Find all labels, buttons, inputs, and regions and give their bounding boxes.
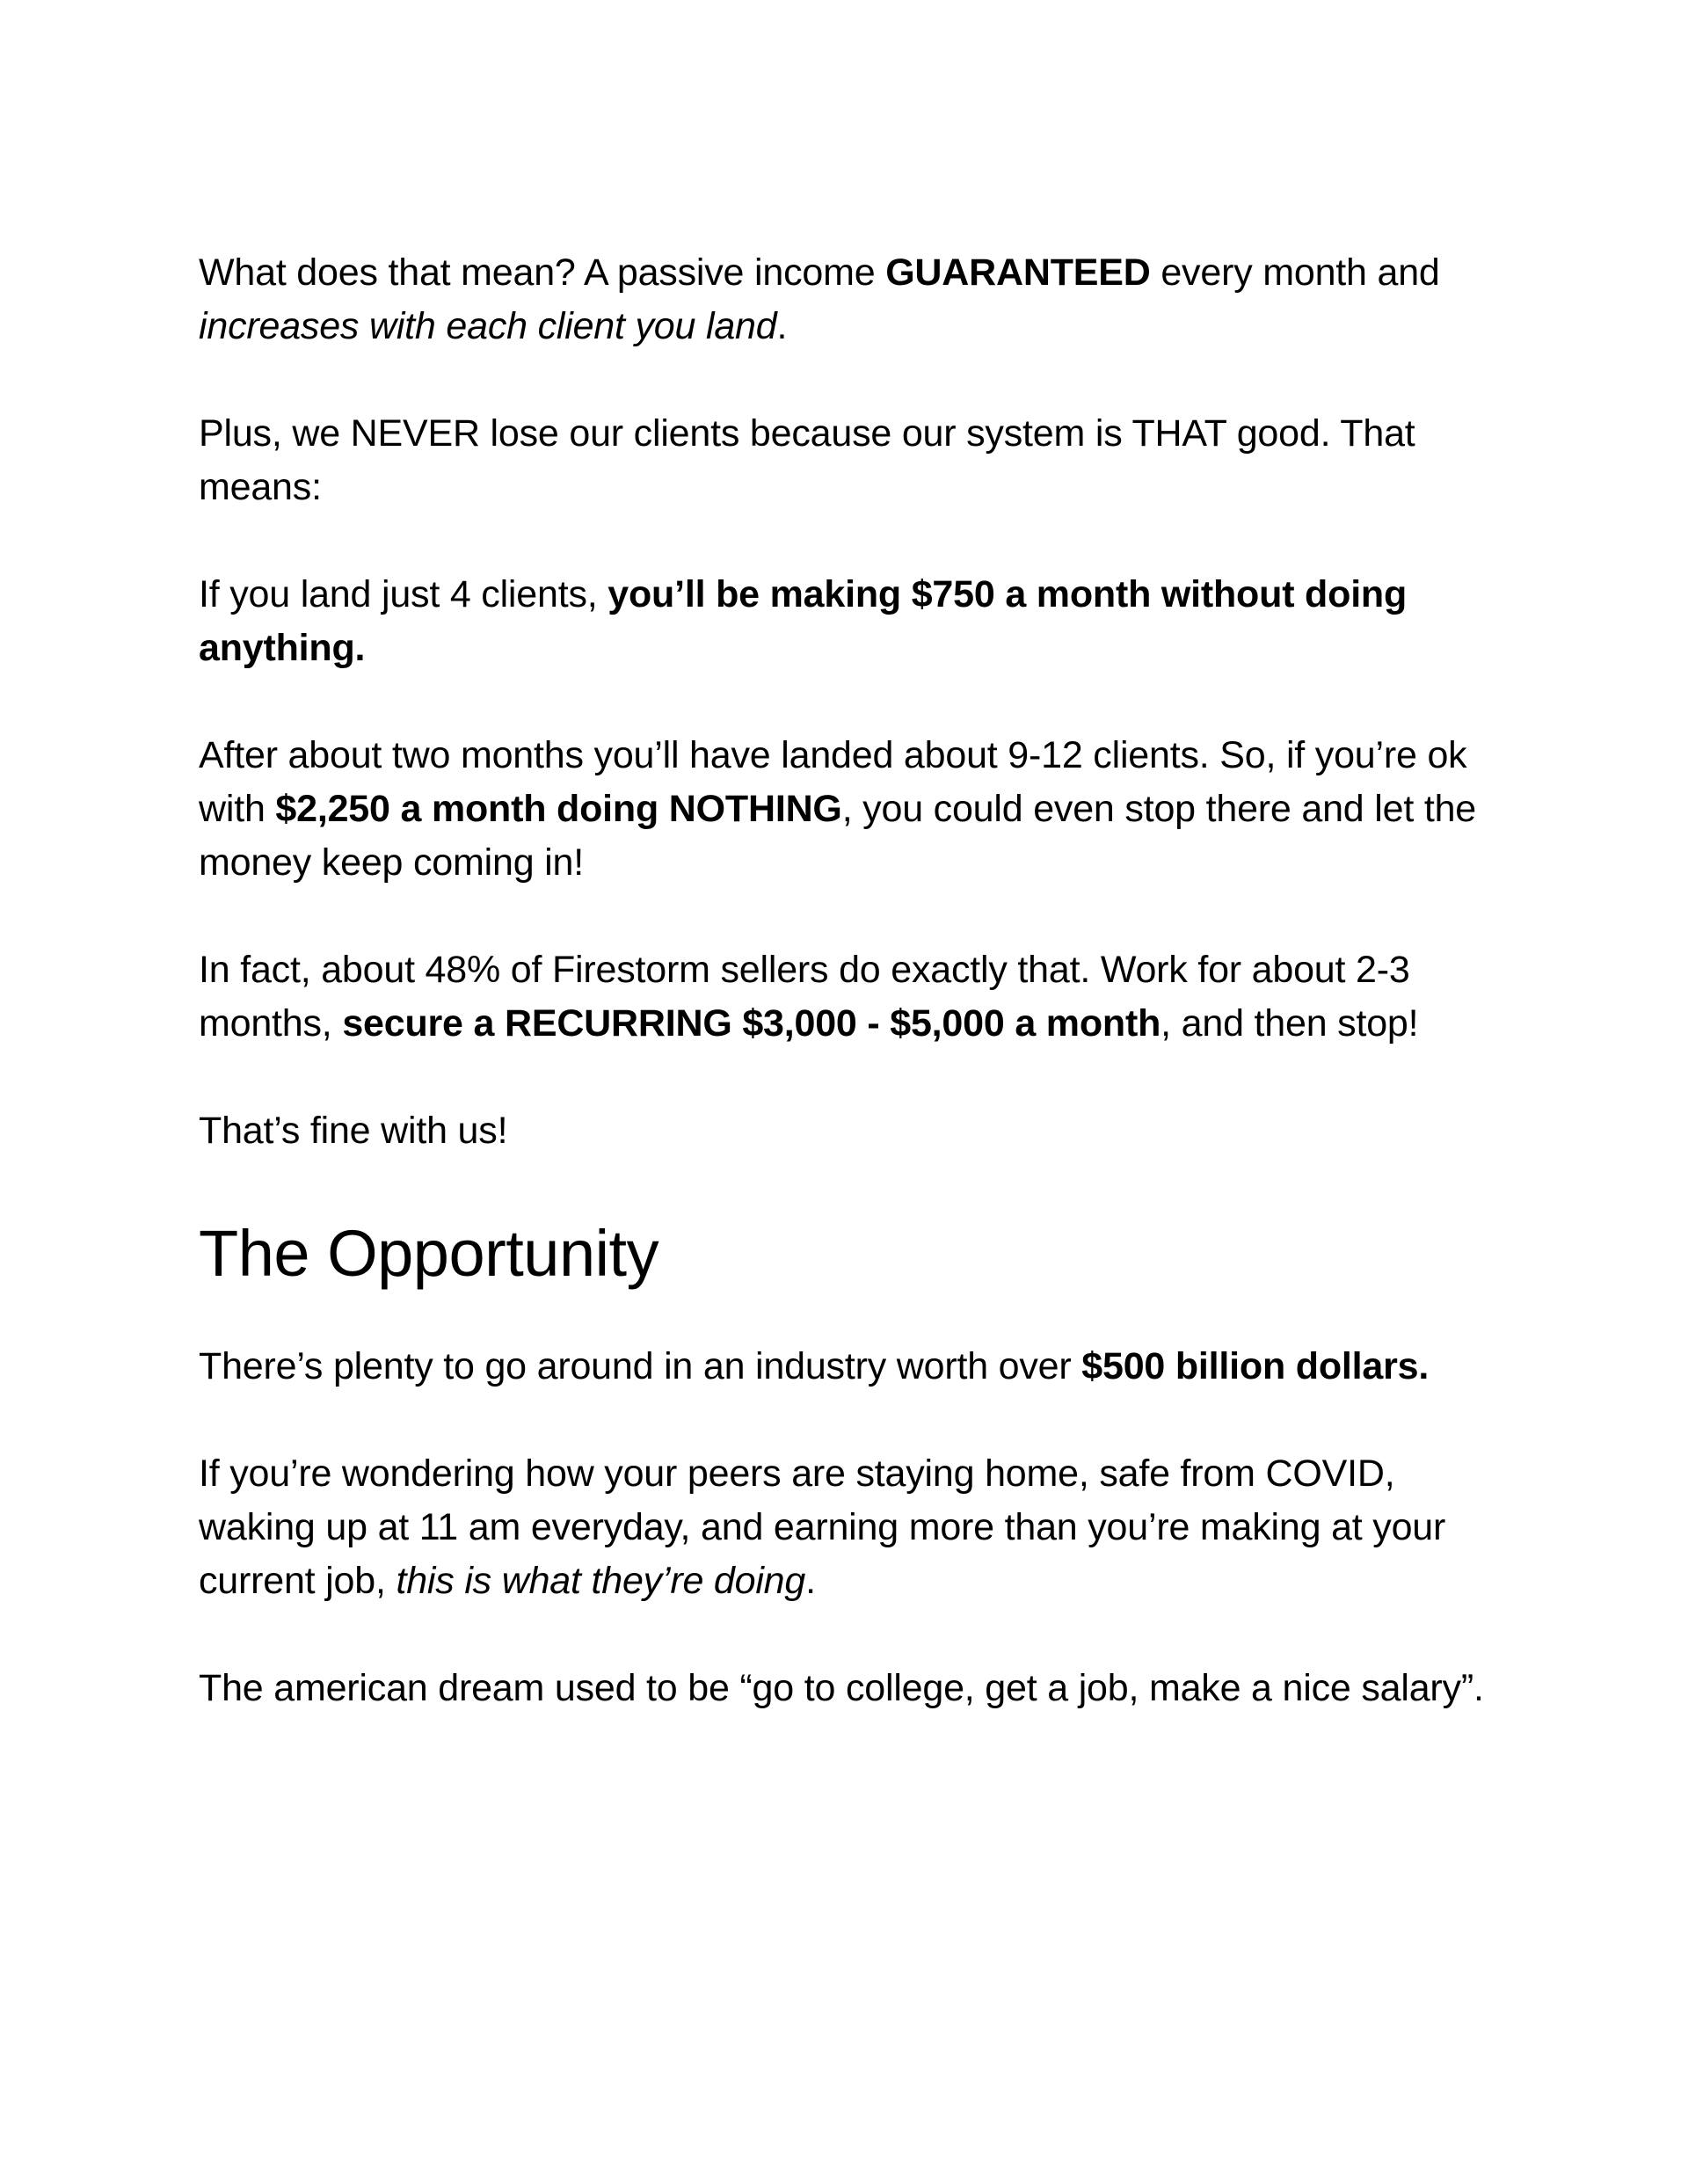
emphasis-recurring-income: secure a RECURRING $3,000 - $5,000 a month — [342, 1002, 1161, 1045]
paragraph-never-lose-clients: Plus, we NEVER lose our clients because our system is THAT good. That means: — [199, 412, 1415, 508]
emphasis-2250-month: $2,250 a month doing NOTHING — [275, 788, 842, 830]
paragraph-american-dream: The american dream used to be “go to college, get a job, make a nice salary”. — [199, 1667, 1484, 1709]
paragraph-four-clients: If you land just 4 clients, you’ll be making $750 a month without doing anything. — [199, 573, 1408, 669]
emphasis-increases: increases with each client you land — [199, 305, 777, 347]
paragraph-firestorm-sellers: In fact, about 48% of Firestorm sellers do exactly that. Work for about 2-3 months, secure a RECURRING $3,000 - $5,000 a month, and then stop! — [199, 949, 1419, 1045]
document-page — [199, 246, 1517, 1769]
section-heading-opportunity: The Opportunity — [199, 1217, 659, 1290]
paragraph-industry-worth: There’s plenty to go around in an industry worth over $500 billion dollars. — [199, 1345, 1430, 1387]
emphasis-750-month: you’ll be making $750 a month without doing anything. — [199, 573, 1408, 669]
emphasis-what-theyre-doing: this is what they’re doing — [396, 1560, 806, 1602]
paragraph-peers-covid: If you’re wondering how your peers are staying home, safe from COVID, waking up at 11 am everyday, and earning more than you’re making at your current job, this is what they’re doing. — [199, 1452, 1446, 1602]
emphasis-guaranteed: GUARANTEED — [885, 251, 1151, 294]
emphasis-500-billion: $500 billion dollars. — [1081, 1345, 1430, 1387]
paragraph-passive-income: What does that mean? A passive income GUARANTEED every month and increases with each client you land. — [199, 251, 1440, 347]
paragraph-two-months: After about two months you’ll have landed about 9-12 clients. So, if you’re ok with $2,250 a month doing NOTHING, you could even stop there and let the money keep coming in! — [199, 734, 1476, 884]
paragraph-fine-with-us: That’s fine with us! — [199, 1110, 508, 1152]
